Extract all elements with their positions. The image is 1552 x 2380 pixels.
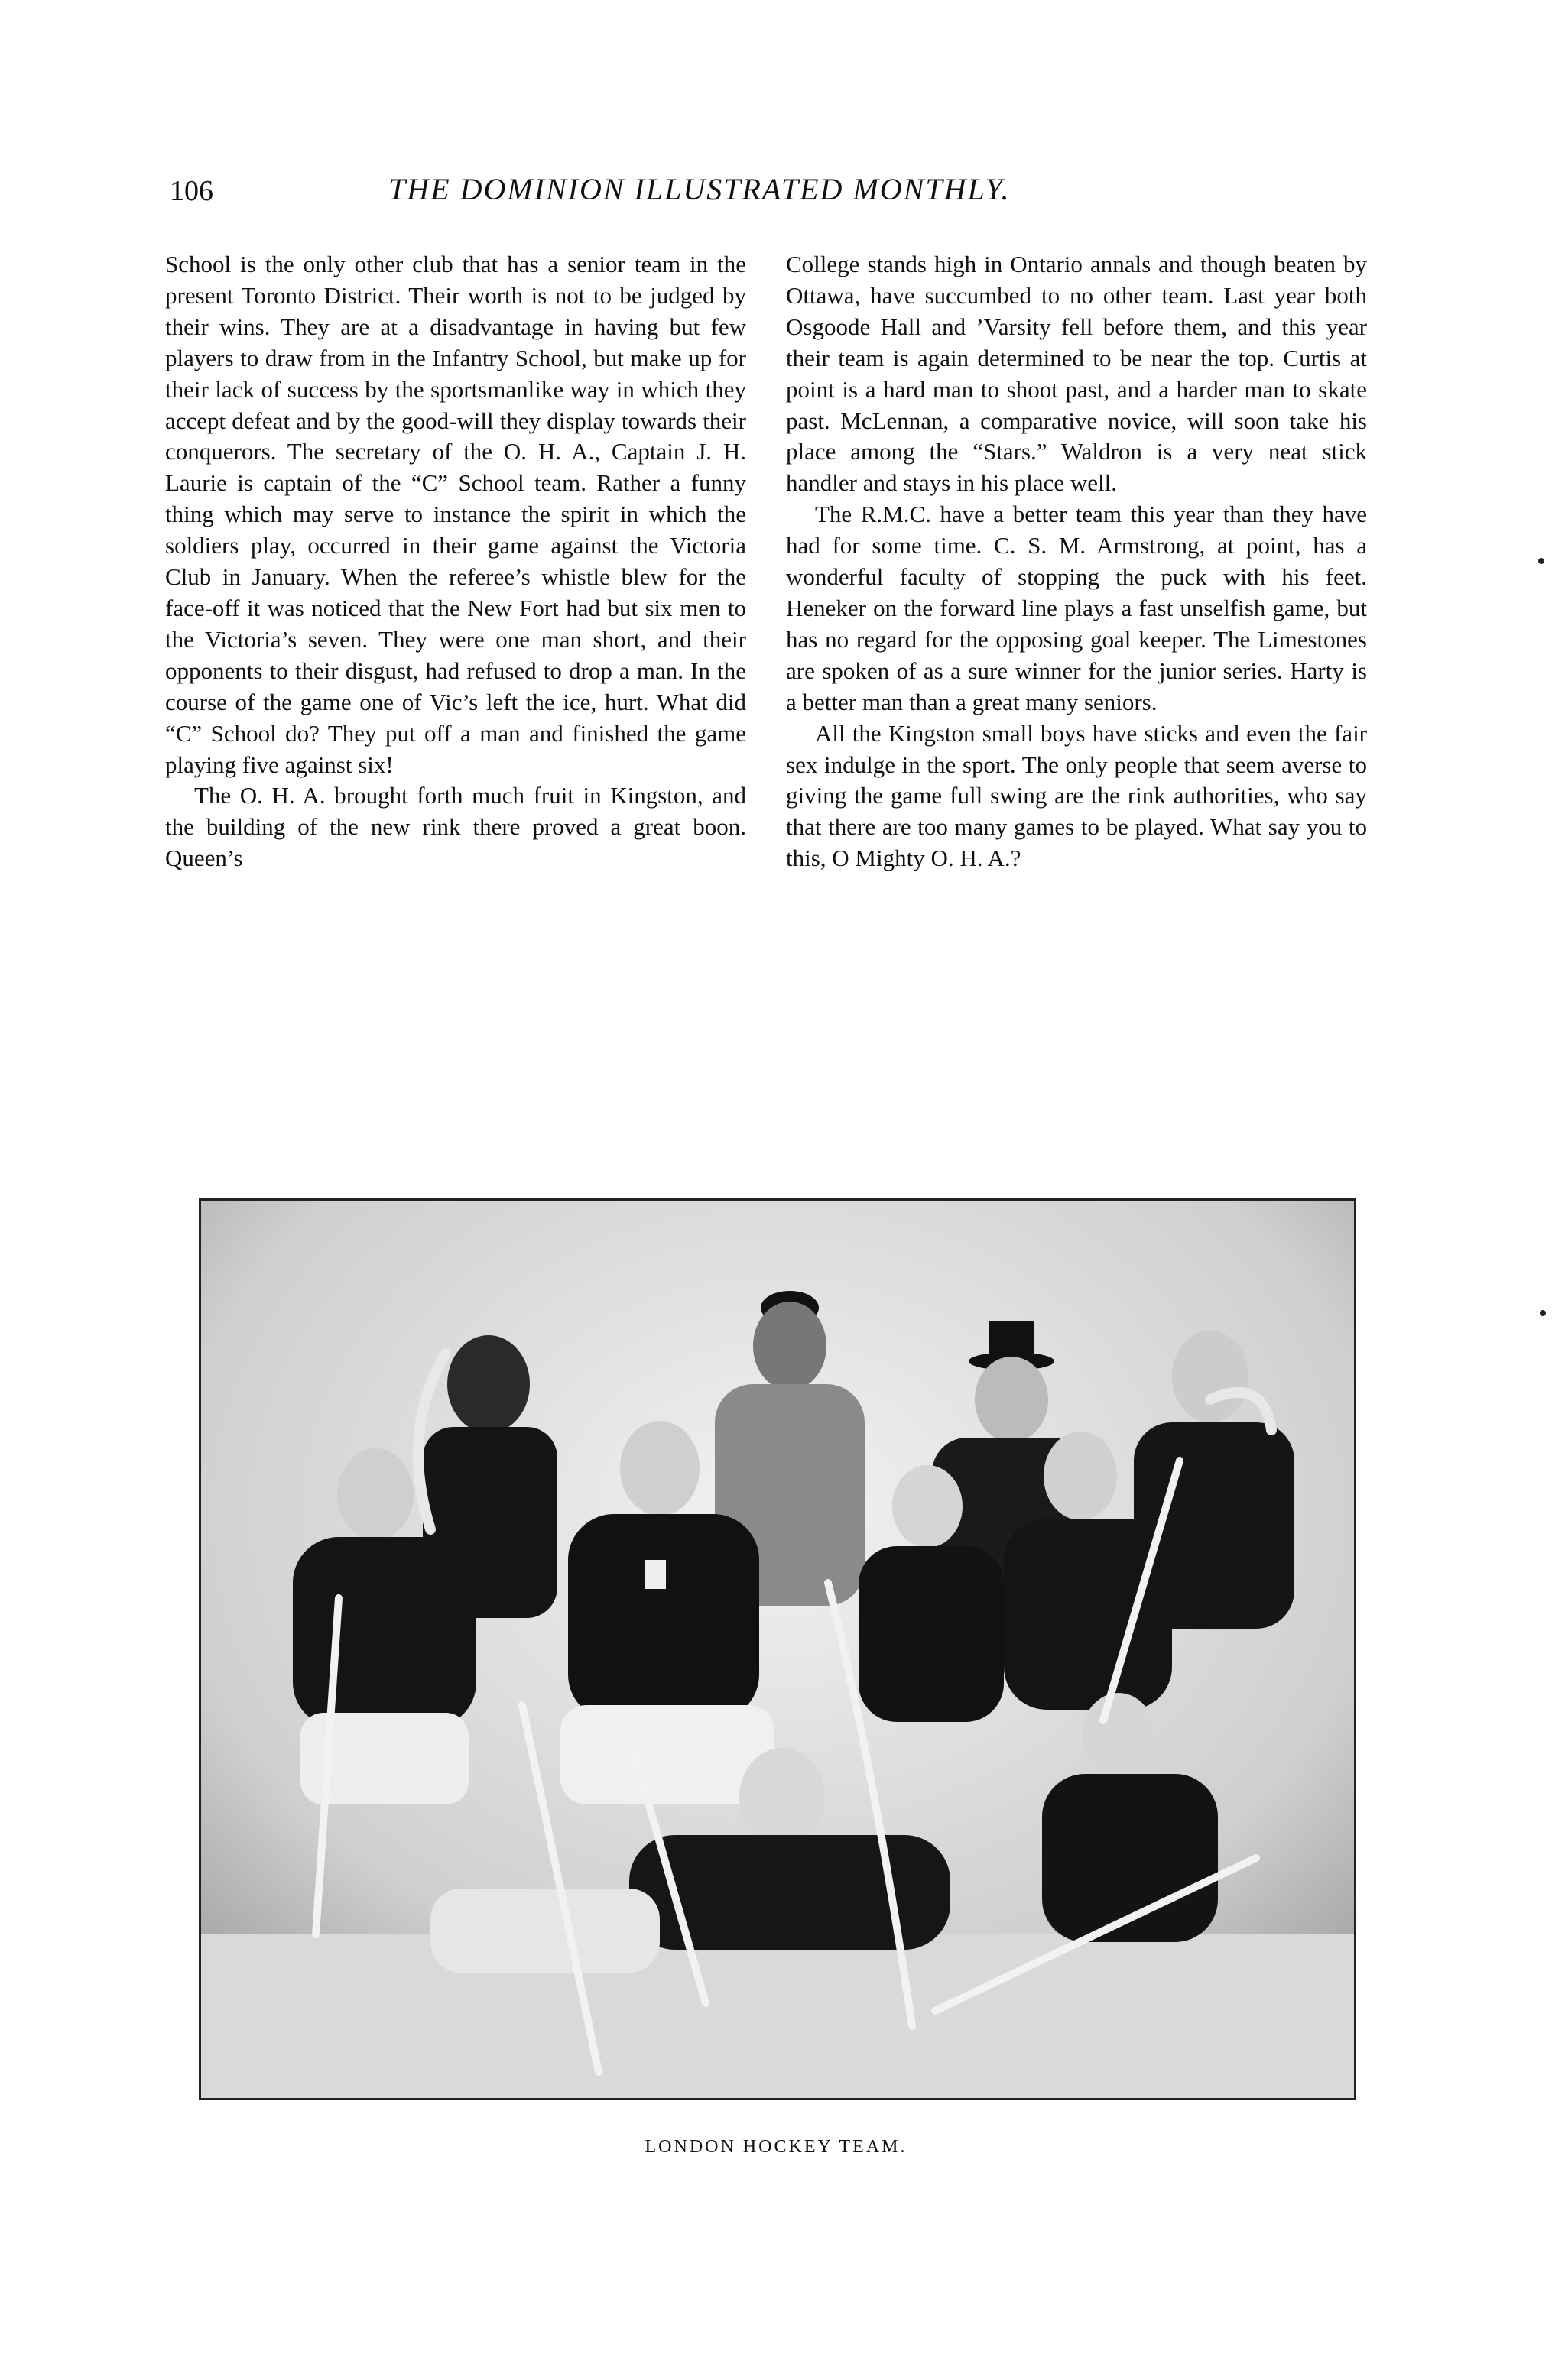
- right-paragraph-2: The R.M.C. have a better team this year than they have had for some time. C. S. M. Armstrong, at point, has a wonderful faculty of stopping the puck with his feet. Heneker on the forward line plays a fast unselfish game, but has no regard for the opposing goal keeper. The Limestones are spoken of as a sure winner for the junior series. Harty is a better man than a great many seniors.: [786, 501, 1367, 715]
- figure-caption: LONDON HOCKEY TEAM.: [645, 2137, 907, 2157]
- margin-mark-2: [1540, 1310, 1546, 1316]
- left-column: [165, 249, 746, 874]
- margin-mark-1: [1538, 558, 1544, 564]
- right-paragraph-3: All the Kingston small boys have sticks and even the fair sex indulge in the sport. The only people that seem averse to giving the game full swing are the rink authorities, who say that there are too many games to be played. What say you to this, O Mighty O. H. A.?: [786, 719, 1367, 872]
- left-paragraph-2: The O. H. A. brought forth much fruit in Kingston, and the building of the new rink there proved a great boon. Queen’s: [165, 782, 746, 872]
- running-head-title: THE DOMINION ILLUSTRATED MONTHLY.: [388, 172, 1011, 206]
- page-number: 106: [170, 175, 213, 207]
- left-paragraph-1: School is the only other club that has a senior team in the present Toronto District. Their worth is not to be judged by their wins. They are at a disadvantage in having but few players to draw from in the Infantry School, but make up for their lack of success by the sportsmanlike way in which they accept defeat and by the good-will they display towards their conquerors. The secretary of the O. H. A., Captain J. H. Laurie is captain of the “C” School team. Rather a funny thing which may serve to instance the spirit in which the soldiers play, occurred in their game against the Victoria Club in January. When the referee’s whistle blew for the face-off it was noticed that the New Fort had but six men to the Victoria’s seven. They were one man short, and their opponents to their disgust, had refused to drop a man. In the course of the game one of Vic’s left the ice, hurt. What did “C” School do? They put off a man and finished the game playing five against six!: [165, 251, 746, 778]
- photo-floor: [201, 1934, 1354, 2098]
- team-photograph: [199, 1198, 1356, 2100]
- team-photo-illustration: [201, 1201, 1354, 2098]
- right-paragraph-1: College stands high in Ontario annals and though beaten by Ottawa, have succumbed to no other team. Last year both Osgoode Hall and ’Varsity fell before them, and this year their team is again determined to be near the top. Curtis at point is a hard man to shoot past, and a harder man to skate past. McLennan, a comparative novice, will soon take his place among the “Stars.” Waldron is a very neat stick handler and stays in his place well.: [786, 251, 1367, 497]
- right-column: [786, 249, 1367, 874]
